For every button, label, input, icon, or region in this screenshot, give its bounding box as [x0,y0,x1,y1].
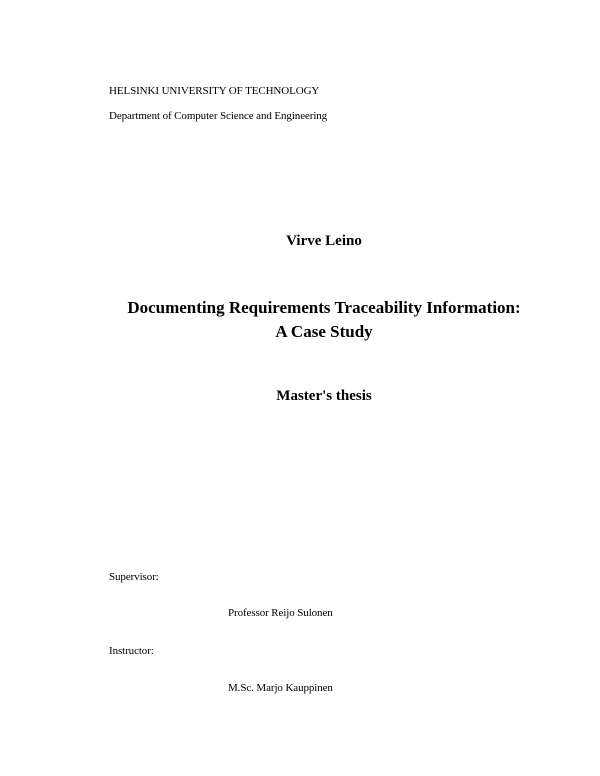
author-name: Virve Leino [286,233,362,249]
university-name: HELSINKI UNIVERSITY OF TECHNOLOGY [109,85,320,97]
supervisor-label: Supervisor: [109,571,159,583]
department-name: Department of Computer Science and Engineering [109,110,328,122]
supervisor-name: Professor Reijo Sulonen [228,607,333,619]
thesis-title-line-2: A Case Study [275,322,373,341]
thesis-type: Master's thesis [276,388,372,404]
thesis-title-line-1: Documenting Requirements Traceability Information: [127,298,521,317]
instructor-label: Instructor: [109,645,154,657]
instructor-name: M.Sc. Marjo Kauppinen [228,682,333,694]
